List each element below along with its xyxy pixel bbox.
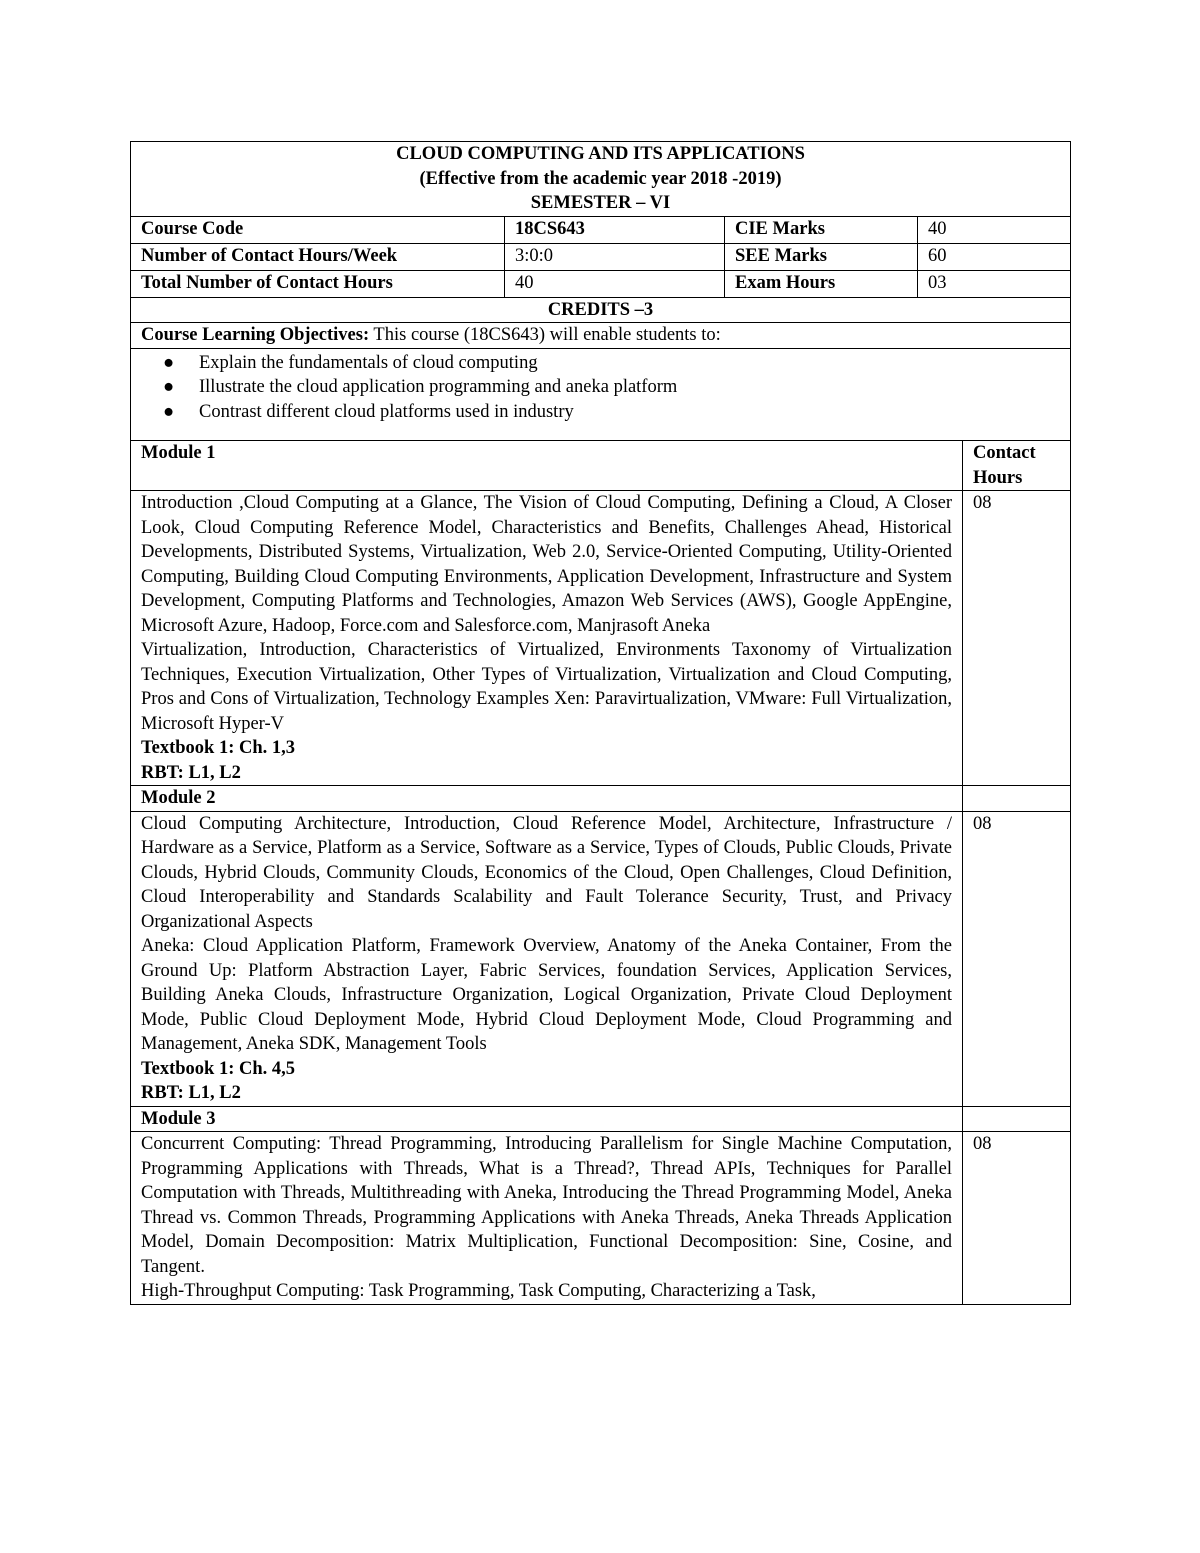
objective-item <box>163 375 1060 400</box>
bullet-icon: ● <box>163 401 175 422</box>
objectives-cell <box>131 348 1071 441</box>
contact-hours-header: Contact Hours <box>963 441 1071 491</box>
module-2-header-row <box>131 786 1071 812</box>
module-paragraph: Concurrent Computing: Thread Programming, Introducing Parallelism for Single Machine Computation, Programming Applications with Threads, What is a Thread?, Thread APIs, Techniques for Parallel Computation with Threads, Multithreading with Aneka, Introducing the Thread Programming Model, Aneka Thread vs. Common Threads, Programming Applications with Aneka Threads, Aneka Threads Application Model, Domain Decomposition: Matrix Multiplication, Functional Decomposition: Sine, Cosine, and Tangent. <box>141 1134 952 1277</box>
module-3-content-row <box>131 1132 1071 1305</box>
module-title: Module 1 <box>131 441 963 491</box>
course-header <box>131 142 1071 217</box>
module-content <box>131 1132 963 1305</box>
objective-text: Illustrate the cloud application programming and aneka platform <box>199 377 678 397</box>
module-textbook: Textbook 1: Ch. 1,3 <box>141 738 296 758</box>
course-header-row <box>131 142 1071 217</box>
info-value: 60 <box>918 243 1071 270</box>
module-paragraph: Virtualization, Introduction, Characteristics of Virtualized, Environments Taxonomy of Virtualization Techniques, Execution Virtualization, Other Types of Virtualization, Virtualization and Cloud Computing, Pros and Cons of Virtualization, Technology Examples Xen: Paravirtualization, VMware: Full Virtualization, Microsoft Hyper-V <box>141 640 952 734</box>
module-2-content-row <box>131 811 1071 1106</box>
module-3-header-row <box>131 1106 1071 1132</box>
semester-label: SEMESTER – VI <box>530 193 671 213</box>
info-row-total-contact-hours <box>131 270 1071 297</box>
module-hours: 08 <box>963 491 1071 786</box>
info-value: 40 <box>918 216 1071 243</box>
module-title: Module 2 <box>131 786 963 812</box>
objectives-header-row <box>131 323 1071 349</box>
info-key: Number of Contact Hours/Week <box>131 243 505 270</box>
objectives-label: Course Learning Objectives: <box>141 325 370 345</box>
objectives-intro <box>131 323 1071 349</box>
syllabus-table <box>130 141 1071 1305</box>
objective-item <box>163 400 1060 425</box>
objective-text: Explain the fundamentals of cloud computing <box>199 352 538 373</box>
bullet-icon: ● <box>163 352 175 373</box>
module-title: Module 3 <box>131 1106 963 1132</box>
module-paragraph: Introduction ,Cloud Computing at a Glance, The Vision of Cloud Computing, Defining a Cloud, A Closer Look, Cloud Computing Reference Model, Characteristics and Benefits, Challenges Ahead, Historical Developments, Distributed Systems, Virtualization, Web 2.0, Service-Oriented Computing, Utility-Oriented Computing, Building Cloud Computing Environments, Application Development, Infrastructure and System Development, Computing Platforms and Technologies, Amazon Web Services (AWS), Google AppEngine, Microsoft Azure, Hadoop, Force.com and Salesforce.com, Manjrasoft Aneka <box>141 493 952 636</box>
info-key: SEE Marks <box>725 243 918 270</box>
syllabus-page <box>130 141 1070 1305</box>
info-key: Total Number of Contact Hours <box>131 270 505 297</box>
info-key: Exam Hours <box>725 270 918 297</box>
course-title: CLOUD COMPUTING AND ITS APPLICATIONS <box>396 144 805 164</box>
module-content <box>131 491 963 786</box>
module-hours-header-empty <box>963 1106 1071 1132</box>
objectives-text: This course (18CS643) will enable students to: <box>369 325 721 345</box>
module-content <box>131 811 963 1106</box>
module-textbook: Textbook 1: Ch. 4,5 <box>141 1058 296 1079</box>
objective-text: Contrast different cloud platforms used in industry <box>199 401 574 422</box>
objectives-list <box>141 351 1060 425</box>
module-rbt: RBT: L1, L2 <box>141 762 241 783</box>
module-hours-header-empty <box>963 786 1071 812</box>
info-key: CIE Marks <box>725 216 918 243</box>
module-rbt: RBT: L1, L2 <box>141 1083 241 1103</box>
module-hours: 08 <box>963 1132 1071 1305</box>
credits-row <box>131 297 1071 323</box>
info-value: 3:0:0 <box>505 243 725 270</box>
module-paragraph: High-Throughput Computing: Task Programming, Task Computing, Characterizing a Task, <box>141 1281 816 1301</box>
objective-item <box>163 351 1060 376</box>
module-1-content-row <box>131 491 1071 786</box>
bullet-icon: ● <box>163 377 175 397</box>
info-key: Course Code <box>131 216 505 243</box>
course-subtitle: (Effective from the academic year 2018 -2019) <box>419 168 782 189</box>
credits-label: CREDITS –3 <box>131 297 1071 323</box>
info-row-course-code <box>131 216 1071 243</box>
module-paragraph: Cloud Computing Architecture, Introduction, Cloud Reference Model, Architecture, Infrastructure / Hardware as a Service, Platform as a Service, Software as a Service, Types of Clouds, Public Clouds, Private Clouds, Hybrid Clouds, Community Clouds, Economics of the Cloud, Open Challenges, Cloud Definition, Cloud Interoperability and Standards Scalability and Fault Tolerance Security, Trust, and Privacy Organizational Aspects <box>141 813 952 932</box>
info-value: 18CS643 <box>505 216 725 243</box>
module-hours: 08 <box>963 811 1071 1106</box>
objectives-list-row <box>131 348 1071 441</box>
info-value: 40 <box>505 270 725 297</box>
info-row-contact-hours-week <box>131 243 1071 270</box>
module-paragraph: Aneka: Cloud Application Platform, Framework Overview, Anatomy of the Aneka Container, From the Ground Up: Platform Abstraction Layer, Fabric Services, foundation Services, Application Services, Building Aneka Clouds, Infrastructure Organization, Logical Organization, Private Cloud Deployment Mode, Public Cloud Deployment Mode, Hybrid Cloud Deployment Mode, Cloud Programming and Management, Aneka SDK, Management Tools <box>141 936 952 1054</box>
info-value: 03 <box>918 270 1071 297</box>
module-1-header-row <box>131 441 1071 491</box>
